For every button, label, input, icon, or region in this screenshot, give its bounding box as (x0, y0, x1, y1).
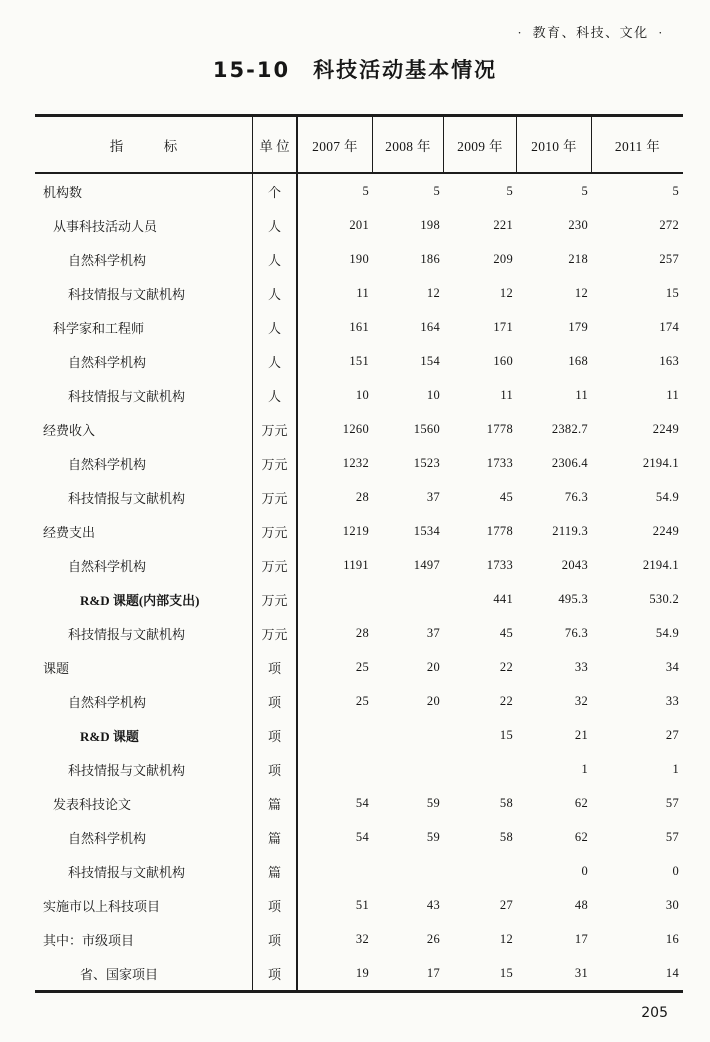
row-unit: 项 (253, 684, 298, 718)
table-row (35, 616, 683, 650)
row-indicator-label: 自然科学机构 (68, 456, 147, 472)
cell-value-2011: 2194.1 (642, 455, 679, 470)
row-indicator-cell (35, 752, 253, 786)
row-indicator-label: 科技情报与文献机构 (68, 626, 186, 642)
cell-value-2008: 1534 (413, 523, 440, 538)
col-header-year-2007: 2007 年 (298, 117, 373, 172)
row-indicator-label: 自然科学机构 (68, 694, 147, 710)
cell-value-2007: 11 (356, 285, 369, 300)
cell-value-2010: 21 (574, 727, 588, 742)
cell-value-2011: 272 (659, 217, 679, 232)
cell-value-2011: 11 (666, 387, 679, 402)
row-indicator-label: 课题 (43, 660, 70, 676)
cell-value-2011: 163 (659, 353, 679, 368)
table-row (35, 684, 683, 718)
col-header-unit: 单 位 (253, 117, 298, 172)
cell-value-2011: 2194.1 (642, 557, 679, 572)
row-indicator-cell (35, 684, 253, 718)
row-unit: 篇 (253, 854, 298, 888)
cell-value-2008: 10 (426, 387, 440, 402)
cell-value-2009: 221 (493, 217, 513, 232)
cell-value-2007: 32 (355, 931, 369, 946)
cell-value-2008: 186 (420, 251, 440, 266)
row-indicator-cell (35, 446, 253, 480)
cell-value-2008: 37 (426, 489, 440, 504)
row-unit: 项 (253, 650, 298, 684)
cell-value-2010: 495.3 (558, 591, 588, 606)
cell-value-2008 (373, 752, 444, 786)
cell-value-2010: 0 (581, 863, 588, 878)
cell-value-2009: 12 (499, 285, 513, 300)
cell-value-2007: 1219 (342, 523, 369, 538)
cell-value-2009: 45 (499, 489, 513, 504)
cell-value-2008: 17 (426, 965, 440, 980)
row-indicator-label: 科技情报与文献机构 (68, 762, 186, 778)
cell-value-2011: 1 (672, 761, 679, 776)
cell-value-2010: 2119.3 (552, 523, 588, 538)
cell-value-2010: 62 (574, 795, 588, 810)
row-indicator-label: 自然科学机构 (68, 558, 147, 574)
row-indicator-label: 省、国家项目 (80, 966, 159, 982)
cell-value-2009: 160 (493, 353, 513, 368)
row-indicator-label: 实施市以上科技项目 (43, 898, 161, 914)
cell-value-2011: 15 (665, 285, 679, 300)
cell-value-2010: 2043 (561, 557, 588, 572)
col-header-year-2011: 2011 年 (614, 138, 661, 154)
row-indicator-cell (35, 786, 253, 820)
row-indicator-label: 科技情报与文献机构 (68, 388, 186, 404)
cell-value-2009: 15 (499, 965, 513, 980)
row-indicator-cell (35, 514, 253, 548)
cell-value-2010: 76.3 (564, 625, 588, 640)
cell-value-2008: 20 (426, 693, 440, 708)
cell-value-2011: 2249 (652, 421, 679, 436)
row-indicator-cell (35, 548, 253, 582)
table-row (35, 174, 683, 208)
cell-value-2007 (298, 582, 373, 616)
cell-value-2010: 168 (568, 353, 588, 368)
row-indicator-cell (35, 480, 253, 514)
table-row (35, 344, 683, 378)
table-header-row (35, 117, 683, 174)
page-number: 205 (641, 1005, 668, 1021)
cell-value-2009: 1733 (486, 455, 513, 470)
cell-value-2011: 54.9 (655, 625, 679, 640)
cell-value-2007: 19 (355, 965, 369, 980)
row-indicator-cell (35, 650, 253, 684)
row-unit: 人 (253, 310, 298, 344)
cell-value-2009: 12 (499, 931, 513, 946)
row-unit: 万元 (253, 514, 298, 548)
row-unit: 万元 (253, 582, 298, 616)
row-indicator-cell (35, 310, 253, 344)
row-indicator-cell (35, 208, 253, 242)
cell-value-2008 (373, 854, 444, 888)
row-indicator-label: 自然科学机构 (68, 252, 147, 268)
table-row (35, 548, 683, 582)
cell-value-2010: 32 (574, 693, 588, 708)
row-unit: 万元 (253, 412, 298, 446)
cell-value-2009: 11 (500, 387, 513, 402)
cell-value-2008: 1497 (413, 557, 440, 572)
cell-value-2011: 257 (659, 251, 679, 266)
row-indicator-cell (35, 922, 253, 956)
cell-value-2010: 218 (568, 251, 588, 266)
row-unit: 篇 (253, 786, 298, 820)
cell-value-2009: 22 (499, 693, 513, 708)
table-row (35, 650, 683, 684)
row-indicator-cell (35, 582, 253, 616)
cell-value-2011: 16 (665, 931, 679, 946)
cell-value-2007: 161 (349, 319, 369, 334)
cell-value-2009: 441 (493, 591, 513, 606)
row-indicator-label: 经费支出 (43, 524, 96, 540)
page-header-category: · 教育、科技、文化 · (517, 25, 664, 40)
table-row (35, 378, 683, 412)
cell-value-2008: 37 (426, 625, 440, 640)
cell-value-2008: 154 (420, 353, 440, 368)
cell-value-2007: 54 (355, 795, 369, 810)
table-row (35, 888, 683, 922)
cell-value-2011: 34 (665, 659, 679, 674)
row-unit: 人 (253, 242, 298, 276)
cell-value-2008: 1523 (413, 455, 440, 470)
row-indicator-cell (35, 174, 253, 208)
cell-value-2009: 5 (506, 183, 513, 198)
cell-value-2010: 31 (574, 965, 588, 980)
cell-value-2009 (444, 752, 517, 786)
row-indicator-label: 经费收入 (43, 422, 96, 438)
row-unit: 万元 (253, 480, 298, 514)
cell-value-2011: 5 (672, 183, 679, 198)
cell-value-2007: 51 (355, 897, 369, 912)
table-row (35, 582, 683, 616)
table-row (35, 208, 683, 242)
row-indicator-cell (35, 276, 253, 310)
row-unit: 项 (253, 718, 298, 752)
cell-value-2011: 33 (665, 693, 679, 708)
cell-value-2007: 25 (355, 693, 369, 708)
cell-value-2007 (298, 718, 373, 752)
row-indicator-label: 其中：市级项目 (43, 932, 135, 948)
row-unit: 项 (253, 956, 298, 990)
table-row (35, 480, 683, 514)
cell-value-2009: 1778 (486, 523, 513, 538)
row-indicator-cell (35, 888, 253, 922)
cell-value-2011: 174 (659, 319, 679, 334)
cell-value-2010: 62 (574, 829, 588, 844)
cell-value-2010: 179 (568, 319, 588, 334)
col-header-year-2010: 2010 年 (517, 117, 592, 172)
table-row (35, 786, 683, 820)
row-unit: 万元 (253, 446, 298, 480)
cell-value-2011: 27 (665, 727, 679, 742)
row-indicator-cell (35, 820, 253, 854)
row-indicator-label: 从事科技活动人员 (53, 218, 158, 234)
cell-value-2011: 57 (665, 829, 679, 844)
cell-value-2011: 57 (665, 795, 679, 810)
row-unit: 项 (253, 888, 298, 922)
cell-value-2009: 45 (499, 625, 513, 640)
cell-value-2007: 28 (355, 625, 369, 640)
cell-value-2009: 58 (499, 795, 513, 810)
row-unit: 项 (253, 752, 298, 786)
cell-value-2007: 151 (349, 353, 369, 368)
cell-value-2008 (373, 582, 444, 616)
cell-value-2010: 76.3 (564, 489, 588, 504)
row-unit: 万元 (253, 616, 298, 650)
row-indicator-cell (35, 412, 253, 446)
cell-value-2007: 25 (355, 659, 369, 674)
table-row (35, 718, 683, 752)
cell-value-2007: 1191 (343, 557, 369, 572)
statistics-table (35, 114, 683, 993)
cell-value-2008: 5 (433, 183, 440, 198)
table-row (35, 446, 683, 480)
cell-value-2007 (298, 854, 373, 888)
cell-value-2010: 11 (575, 387, 588, 402)
cell-value-2010: 12 (574, 285, 588, 300)
row-unit: 万元 (253, 548, 298, 582)
cell-value-2008: 26 (426, 931, 440, 946)
page-title: 15-10 科技活动基本情况 (212, 58, 498, 82)
table-body (35, 174, 683, 990)
cell-value-2009: 58 (499, 829, 513, 844)
row-indicator-label: 发表科技论文 (53, 796, 132, 812)
row-indicator-cell (35, 718, 253, 752)
cell-value-2007: 201 (349, 217, 369, 232)
row-indicator-cell (35, 378, 253, 412)
row-indicator-cell (35, 956, 253, 990)
col-header-year-2009: 2009 年 (444, 117, 517, 172)
row-unit: 人 (253, 276, 298, 310)
cell-value-2009: 209 (493, 251, 513, 266)
cell-value-2008: 59 (426, 829, 440, 844)
cell-value-2010: 2306.4 (551, 455, 588, 470)
col-header-year-2008: 2008 年 (373, 117, 444, 172)
cell-value-2008: 1560 (413, 421, 440, 436)
table-row (35, 820, 683, 854)
row-indicator-label: 机构数 (43, 184, 83, 200)
table-row (35, 310, 683, 344)
row-unit: 人 (253, 378, 298, 412)
cell-value-2011: 530.2 (649, 591, 679, 606)
row-unit: 篇 (253, 820, 298, 854)
cell-value-2007: 5 (362, 183, 369, 198)
cell-value-2007: 190 (349, 251, 369, 266)
row-indicator-label: 科技情报与文献机构 (68, 286, 186, 302)
table-row (35, 412, 683, 446)
row-unit: 人 (253, 208, 298, 242)
row-unit: 个 (253, 174, 298, 208)
row-unit: 人 (253, 344, 298, 378)
cell-value-2010: 5 (581, 183, 588, 198)
table-row (35, 854, 683, 888)
row-indicator-label: 科技情报与文献机构 (68, 864, 186, 880)
cell-value-2010: 230 (568, 217, 588, 232)
cell-value-2011: 0 (672, 863, 679, 878)
cell-value-2007: 54 (355, 829, 369, 844)
table-row (35, 956, 683, 990)
row-unit: 项 (253, 922, 298, 956)
cell-value-2009: 15 (499, 727, 513, 742)
cell-value-2007: 10 (355, 387, 369, 402)
cell-value-2011: 14 (665, 965, 679, 980)
cell-value-2010: 48 (574, 897, 588, 912)
cell-value-2008: 198 (420, 217, 440, 232)
row-indicator-cell (35, 616, 253, 650)
cell-value-2007: 1232 (342, 455, 369, 470)
cell-value-2010: 1 (581, 761, 588, 776)
cell-value-2009: 27 (499, 897, 513, 912)
cell-value-2008: 12 (426, 285, 440, 300)
cell-value-2007: 1260 (342, 421, 369, 436)
table-row (35, 752, 683, 786)
row-indicator-label: R&D 课题 (80, 728, 139, 744)
table-row (35, 514, 683, 548)
table-row (35, 922, 683, 956)
cell-value-2008: 164 (420, 319, 440, 334)
cell-value-2008 (373, 718, 444, 752)
cell-value-2007: 28 (355, 489, 369, 504)
table-row (35, 276, 683, 310)
row-indicator-label: 自然科学机构 (68, 354, 147, 370)
row-indicator-cell (35, 854, 253, 888)
cell-value-2009 (444, 854, 517, 888)
cell-value-2009: 1778 (486, 421, 513, 436)
cell-value-2009: 22 (499, 659, 513, 674)
cell-value-2008: 43 (426, 897, 440, 912)
cell-value-2009: 171 (493, 319, 513, 334)
row-indicator-label: R&D 课题(内部支出) (80, 592, 200, 608)
cell-value-2011: 54.9 (655, 489, 679, 504)
row-indicator-cell (35, 344, 253, 378)
cell-value-2009: 1733 (486, 557, 513, 572)
table-row (35, 242, 683, 276)
row-indicator-label: 科学家和工程师 (53, 320, 145, 336)
cell-value-2008: 59 (426, 795, 440, 810)
cell-value-2011: 30 (665, 897, 679, 912)
cell-value-2010: 33 (574, 659, 588, 674)
row-indicator-label: 科技情报与文献机构 (68, 490, 186, 506)
cell-value-2010: 2382.7 (551, 421, 588, 436)
cell-value-2007 (298, 752, 373, 786)
cell-value-2010: 17 (574, 931, 588, 946)
cell-value-2008: 20 (426, 659, 440, 674)
row-indicator-label: 自然科学机构 (68, 830, 147, 846)
col-header-indicator: 指 标 (35, 117, 253, 172)
cell-value-2011: 2249 (652, 523, 679, 538)
row-indicator-cell (35, 242, 253, 276)
